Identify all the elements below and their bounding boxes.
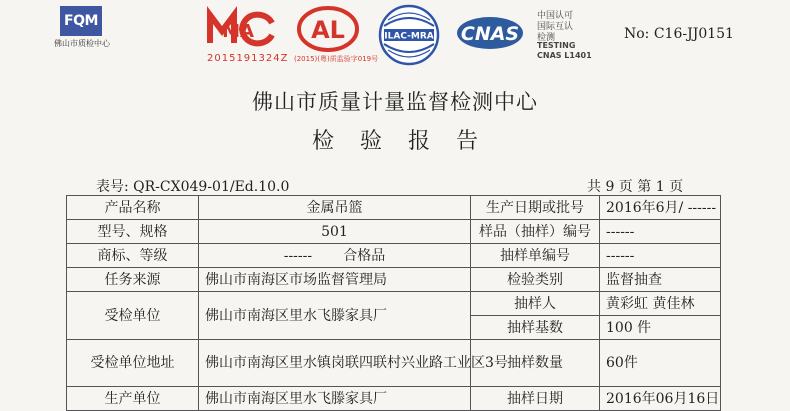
cma-number: 2015191324Z [207,53,289,64]
grade-value: ------ 合格品 [199,244,471,268]
sampling-no-value: ------ [600,244,721,268]
product-name-label: 产品名称 [67,196,199,220]
sample-qty-label: 抽样数量 [471,340,600,387]
cnas-line-4: TESTING [537,41,576,50]
task-source-value: 佛山市南海区市场监督管理局 [199,268,471,292]
cal-caption: (2015)(粤)质监验字019号 [294,55,379,63]
sample-base-label: 抽样基数 [471,316,600,340]
inspect-type-label: 检验类别 [471,268,600,292]
svg-text:ILAC-MRA: ILAC-MRA [384,31,434,42]
report-title: 检验报告 [311,129,504,154]
cnas-line-3: 检测 [537,33,556,43]
producer-label: 生产单位 [67,387,199,411]
ilac-mra-seal-icon [378,4,440,66]
cal-seal-icon [296,5,360,53]
table-row [67,387,721,411]
cnas-line-2: 国际互认 [537,22,574,32]
prod-date-value: 2016年6月/ ------ [600,196,721,220]
table-row [67,268,721,292]
document-number: No: C16-JJ0151 [624,26,734,42]
table-row [67,220,721,244]
sampling-no-label: 抽样单编号 [471,244,600,268]
svg-text:MA: MA [222,21,254,42]
svg-text:CNAS: CNAS [460,23,520,45]
table-row [67,196,721,220]
sample-qty-value: 60件 [600,340,721,387]
unit-address-value: 佛山市南海区里水镇岗联四联村兴业路工业区3号 [199,340,471,387]
sample-no-value: ------ [600,220,721,244]
inspected-unit-value: 佛山市南海区里水飞滕家具厂 [199,292,471,340]
fqm-logo-caption: 佛山市质检中心 [54,39,110,48]
sampler-label: 抽样人 [471,292,600,316]
page-info: 共 9 页 第 1 页 [587,179,684,195]
cnas-line-1: 中国认可 [537,11,574,21]
sample-base-value: 100 件 [600,316,721,340]
inspected-unit-label: 受检单位 [67,292,199,340]
cnas-logo-icon [455,14,525,52]
table-row [67,340,721,387]
sample-date-value: 2016年06月16日 [600,387,721,411]
prod-date-label: 生产日期或批号 [471,196,600,220]
sample-no-label: 样品（抽样）编号 [471,220,600,244]
fqm-logo: FQM [60,6,102,36]
cma-seal-icon [206,7,276,51]
inspect-type-value: 监督抽查 [600,268,721,292]
cnas-line-5: CNAS L1401 [537,51,592,60]
product-name-value: 金属吊篮 [199,196,471,220]
grade-label: 商标、等级 [67,244,199,268]
table-row [67,292,721,316]
producer-value: 佛山市南海区里水飞滕家具厂 [199,387,471,411]
model-label: 型号、规格 [67,220,199,244]
task-source-label: 任务来源 [67,268,199,292]
organization-title: 佛山市质量计量监督检测中心 [252,90,538,114]
model-value: 501 [199,220,471,244]
report-table [66,195,721,411]
sample-date-label: 抽样日期 [471,387,600,411]
unit-address-label: 受检单位地址 [67,340,199,387]
table-row [67,244,721,268]
form-number: 表号: QR-CX049-01/Ed.10.0 [96,179,290,195]
svg-text:AL: AL [311,16,345,44]
sampler-value: 黄彩虹 黄佳林 [600,292,721,316]
